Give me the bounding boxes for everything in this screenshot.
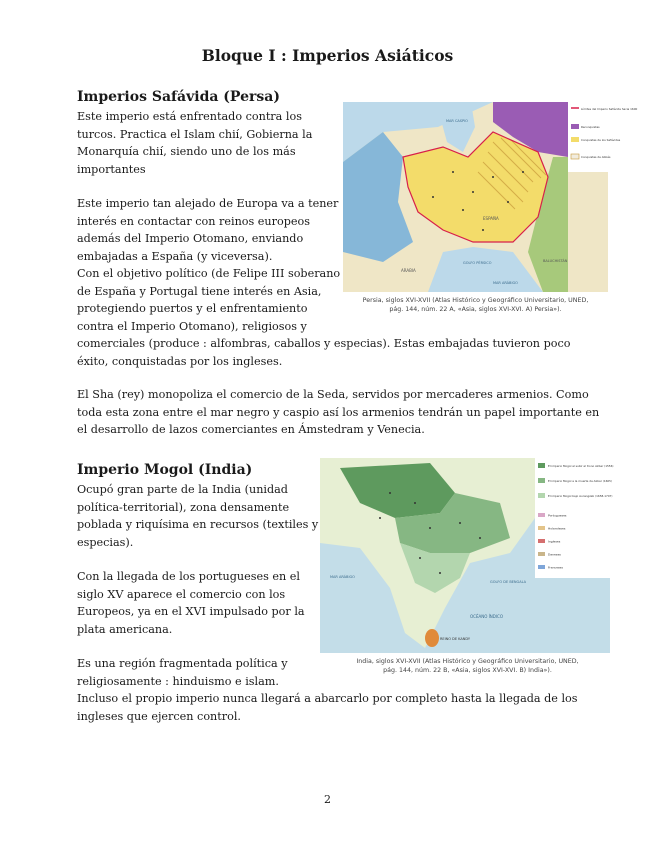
text-line: especias).	[77, 535, 134, 549]
legend-label: Conquistas de Abbás	[581, 155, 611, 159]
legend-label: Conquistas de los Safávidas	[581, 138, 621, 142]
text-line: religiosamente : hinduismo e islam.	[77, 674, 279, 688]
text-line: interés en contactar con reinos europeos	[77, 214, 310, 228]
text-line: siglo XV aparece el comercio con los	[77, 587, 286, 601]
legend-reconquest-swatch	[571, 124, 579, 129]
text-line: Con la llegada de los portugueses en el	[77, 570, 300, 583]
legend-abbas-swatch	[571, 154, 579, 159]
safavid-paragraph-1	[77, 108, 312, 178]
legend-label: Ingleses	[548, 539, 561, 544]
page-number: 2	[324, 793, 331, 806]
legend-swatch	[538, 463, 545, 468]
map-place-label: GOLFO DE BENGALA	[490, 580, 527, 584]
legend-label: Límites del Imperio Safávida hacia 1600	[581, 107, 638, 111]
text-line: Incluso el propio imperio nunca llegará a abarcarlo por completo hasta la llegada de los	[77, 692, 578, 705]
legend-label: El imperio Mogol al subir al trono Akbar (1556)	[548, 464, 614, 468]
map-place-label: MAR CASPIO	[446, 119, 468, 123]
map-place-label: OCÉANO ÍNDICO	[470, 614, 503, 619]
text-line: Europeos, ya en el XVI impulsado por la	[77, 605, 305, 618]
text-line: el desarrollo de lazos comerciantes en Ámstedram y Venecia.	[77, 423, 425, 436]
persia-map	[343, 102, 638, 292]
text-line: toda esta zona entre el mar negro y caspio así los armenios tendrán un papel importante en	[77, 405, 600, 419]
legend-swatch	[538, 513, 545, 517]
text-line: Monarquía chií, siendo uno de los más	[77, 145, 296, 158]
text-line: turcos. Practica el Islam chií, Gobierna la	[77, 127, 313, 141]
text-line: importantes	[77, 162, 146, 176]
legend-swatch	[538, 478, 545, 483]
india-map-caption	[340, 657, 595, 675]
map-legend-bg	[535, 458, 613, 578]
text-line: además del Imperio Otomano, enviando	[77, 232, 304, 245]
text-line: Este imperio está enfrentado contra los	[77, 110, 302, 123]
text-line: contra el Imperio Otomano), religiosos y	[77, 319, 307, 333]
legend-label: El imperio Mogol bajo Aurangzeb (1658-1707)	[548, 494, 613, 498]
india-map	[320, 458, 614, 653]
map-place-label: MAR ARÁBIGO	[493, 281, 518, 285]
legend-label: Portugueses	[548, 513, 567, 518]
legend-swatch	[538, 539, 545, 543]
text-line: El Sha (rey) monopoliza el comercio de la Seda, servidos por mercaderes armenios. Como	[77, 388, 589, 401]
caption-line: India, siglos XVI-XVII (Atlas Histórico y Geográfico Universitario, UNED,	[356, 658, 579, 665]
legend-swatch	[538, 493, 545, 498]
text-line: Con el objetivo político (de Felipe III soberano	[77, 267, 341, 280]
map-place-label: REINO DE KANDY	[440, 637, 471, 641]
legend-swatch	[538, 565, 545, 569]
legend-label: El imperio Mogol a la muerte de Akbar (1605)	[548, 479, 613, 483]
map-place-label: BALUCHISTÁN	[543, 259, 568, 263]
map-kandy	[425, 629, 439, 647]
text-line: Ocupó gran parte de la India (unidad	[77, 483, 288, 496]
caption-line: pág. 144, núm. 22 B, «Asia, siglos XVI-XVI. B) India»).	[383, 667, 552, 674]
text-line: Es una región fragmentada política y	[77, 657, 288, 670]
legend-label: Franceses	[548, 565, 563, 570]
map-place-label: ARABIA	[401, 268, 416, 273]
text-line: poblada y riquísima en recursos (textiles y	[77, 518, 319, 531]
legend-conquest-swatch	[571, 137, 579, 142]
text-line: política-territorial), zona densamente	[77, 500, 290, 514]
legend-swatch	[538, 526, 545, 530]
page-title: Bloque I : Imperios Asiáticos	[201, 46, 454, 65]
text-line: plata americana.	[77, 622, 173, 636]
safavid-paragraph-3	[77, 386, 599, 439]
map-place-label: MAR ARÁBIGO	[330, 575, 355, 579]
mogol-paragraph-2	[77, 568, 305, 638]
mogol-paragraph-1	[77, 481, 318, 551]
text-line: protegiendo puertos y el enfrentamiento	[77, 302, 308, 315]
map-place-label: ESPAÑA	[483, 216, 499, 221]
legend-swatch	[538, 552, 545, 556]
text-line: comerciales (produce : alfombras, caballos y especias). Estas embajadas tuvieron poco	[77, 337, 571, 350]
mogol-heading: Imperio Mogol (India)	[77, 462, 253, 478]
persia-map-caption	[343, 296, 608, 314]
caption-line: pág. 144, núm. 22 A, «Asia, siglos XVI-XVI. A) Persia»).	[389, 306, 562, 313]
text-line: de España y Portugal tiene interés en Asia,	[77, 284, 322, 298]
text-line: embajadas a España (y viceversa).	[77, 249, 273, 263]
legend-label: Reconquistas	[581, 125, 600, 129]
text-line: Este imperio tan alejado de Europa va a tener	[77, 197, 339, 210]
legend-label: Daneses	[548, 552, 561, 557]
safavid-heading: Imperios Safávida (Persa)	[77, 89, 280, 105]
text-line: ingleses que ejercen control.	[77, 709, 241, 723]
legend-label: Holandeses	[548, 526, 566, 531]
caption-line: Persia, siglos XVI-XVII (Atlas Histórico y Geográfico Universitario, UNED,	[362, 297, 589, 304]
map-place-label: GOLFO PÉRSICO	[463, 261, 492, 265]
text-line: éxito, conquistadas por los ingleses.	[77, 354, 283, 368]
